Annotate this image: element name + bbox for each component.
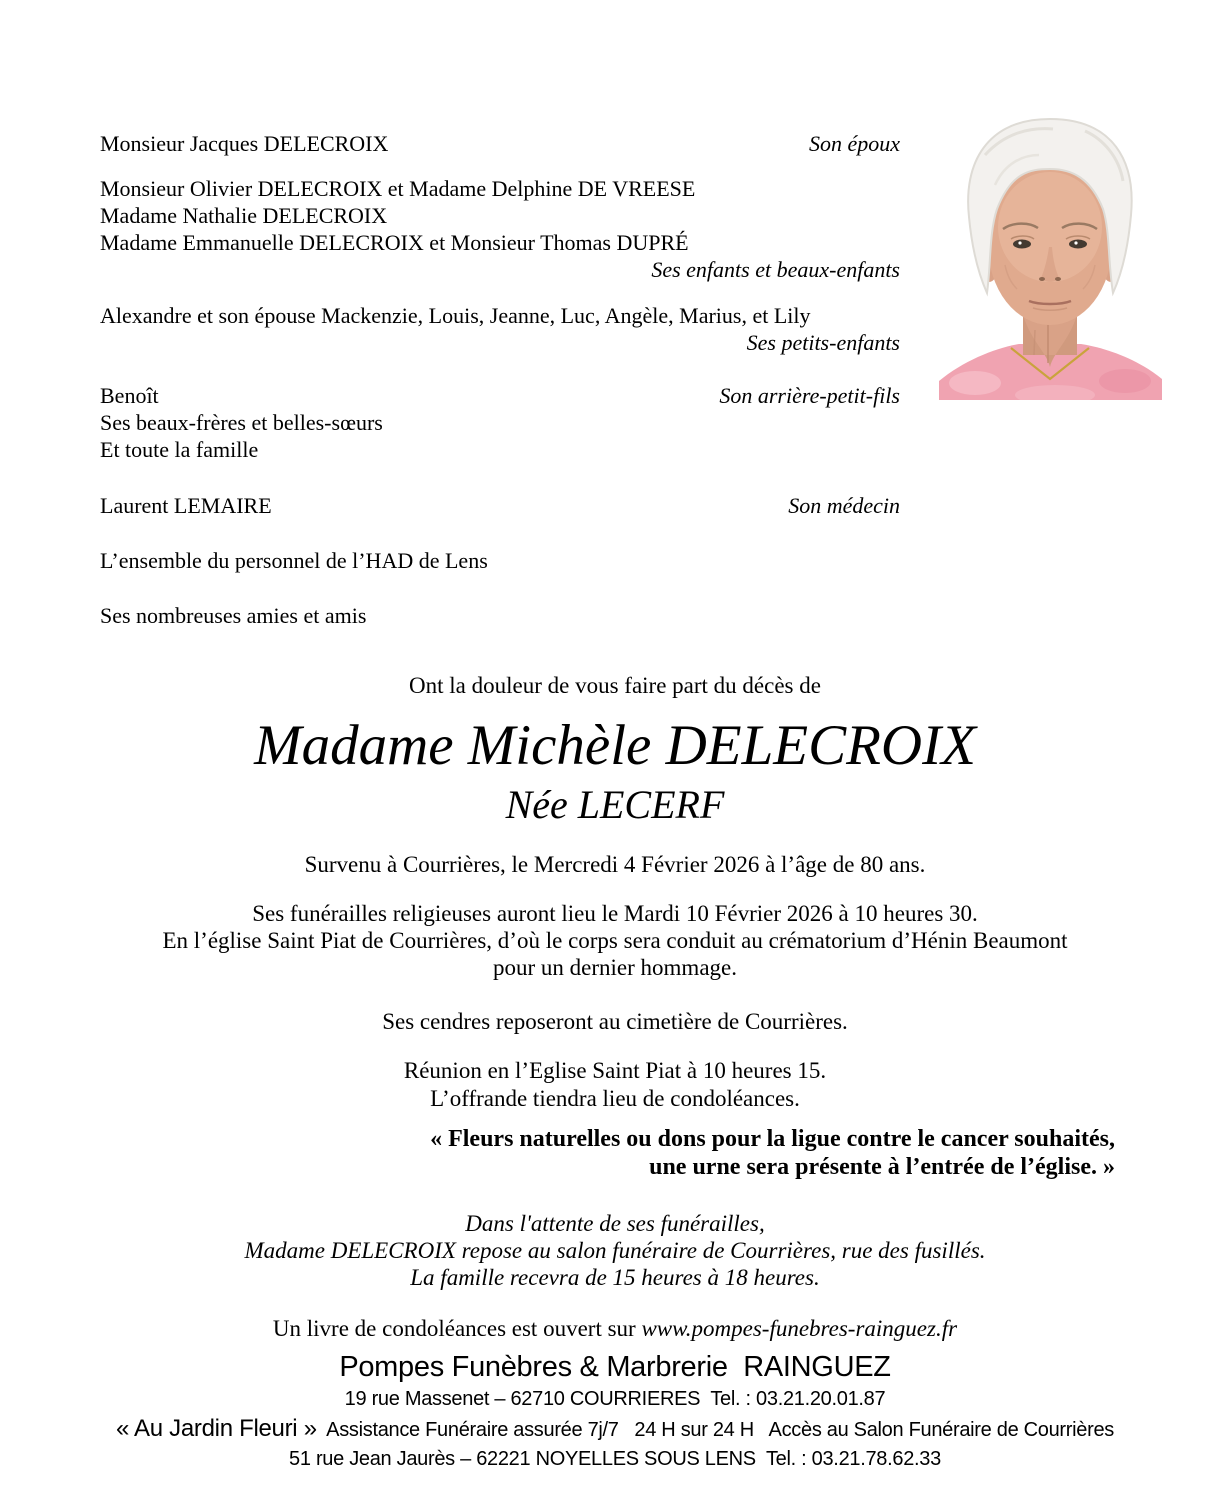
meeting-line: L’offrande tiendra lieu de condoléances. [430, 1086, 800, 1111]
meeting-line: Réunion en l’Eglise Saint Piat à 10 heures 15. [403, 1058, 827, 1083]
grandchildren-relation-label: Ses petits-enfants [746, 330, 900, 355]
repose-line: La famille recevra de 15 heures à 18 heures. [410, 1265, 820, 1290]
great-grandson-relation-label: Son arrière-petit-fils [719, 383, 900, 408]
family-section [100, 130, 900, 629]
doctor-name: Laurent LEMAIRE [100, 493, 272, 518]
repose-line: Dans l'attente de ses funérailles, [465, 1211, 765, 1236]
funeral-home-address-2: 51 rue Jean Jaurès – 62221 NOYELLES SOUS LENS Tel. : 03.21.78.62.33 [289, 1448, 941, 1470]
deceased-name-title: Madame Michèle DELECROIX [254, 714, 976, 777]
children-rows [100, 175, 900, 283]
funeral-line: En l’église Saint Piat de Courrières, d’où le corps sera conduit au crématorium d’Hénin Beaumont [162, 928, 1068, 953]
great-grandson-name: Benoît [100, 383, 159, 408]
grandchildren-rows [100, 302, 900, 356]
great-grandson-row [100, 382, 900, 409]
maiden-name: Née LECERF [505, 782, 725, 827]
husband-relation-label: Son époux [808, 131, 900, 156]
flowers-line: une urne sera présente à l’entrée de l’église. » [649, 1154, 1115, 1180]
grandchildren-line: Alexandre et son épouse Mackenzie, Louis, Jeanne, Luc, Angèle, Marius, et Lily [100, 303, 811, 328]
ashes-line: Ses cendres reposeront au cimetière de Courrières. [382, 1009, 848, 1034]
repose-line: Madame DELECROIX repose au salon funéraire de Courrières, rue des fusillés. [244, 1238, 986, 1263]
funeral-details [100, 900, 1130, 981]
children-line: Monsieur Olivier DELECROIX et Madame Delphine DE VREESE [100, 176, 696, 201]
doctor-row [100, 492, 900, 519]
condolence-book-text: Un livre de condoléances est ouvert sur [272, 1316, 642, 1341]
doctor-relation-label: Son médecin [788, 493, 900, 518]
flowers-line: « Fleurs naturelles ou dons pour la ligue contre le cancer souhaités, [430, 1126, 1115, 1152]
children-relation-label: Ses enfants et beaux-enfants [651, 257, 900, 282]
announcement-content [100, 0, 1130, 1472]
death-line: Survenu à Courrières, le Mercredi 4 Février 2026 à l’âge de 80 ans. [304, 852, 926, 877]
staff-line: L’ensemble du personnel de l’HAD de Lens [100, 548, 488, 573]
repose-details [100, 1210, 1130, 1291]
funeral-home-services: Assistance Funéraire assurée 7j/7 24 H sur 24 H Accès au Salon Funéraire de Courrières [316, 1419, 1115, 1441]
children-line: Madame Emmanuelle DELECROIX et Monsieur Thomas DUPRÉ [100, 230, 689, 255]
funeral-home-name: Pompes Funèbres & Marbrerie RAINGUEZ [339, 1351, 891, 1383]
meeting-details [100, 1057, 1130, 1113]
funeral-line: pour un dernier hommage. [493, 955, 737, 980]
condolence-book-line [100, 1315, 1130, 1342]
funeral-home-slogan: « Au Jardin Fleuri » [115, 1415, 317, 1442]
announcement-intro: Ont la douleur de vous faire part du décès de [409, 673, 821, 698]
husband-name: Monsieur Jacques DELECROIX [100, 131, 389, 156]
funeral-line: Ses funérailles religieuses auront lieu le Mardi 10 Février 2026 à 10 heures 30. [252, 901, 978, 926]
children-line: Madame Nathalie DELECROIX [100, 203, 388, 228]
husband-row [100, 130, 900, 157]
funeral-home-address-1: 19 rue Massenet – 62710 COURRIERES Tel. : 03.21.20.01.87 [344, 1388, 886, 1410]
flowers-request [100, 1125, 1130, 1181]
inlaws-line: Ses beaux-frères et belles-sœurs [100, 410, 383, 435]
funeral-home-services-line [100, 1414, 1130, 1445]
condolence-book-url: www.pompes-funebres-rainguez.fr [641, 1316, 958, 1341]
friends-line: Ses nombreuses amies et amis [100, 603, 367, 628]
whole-family-line: Et toute la famille [100, 437, 259, 462]
